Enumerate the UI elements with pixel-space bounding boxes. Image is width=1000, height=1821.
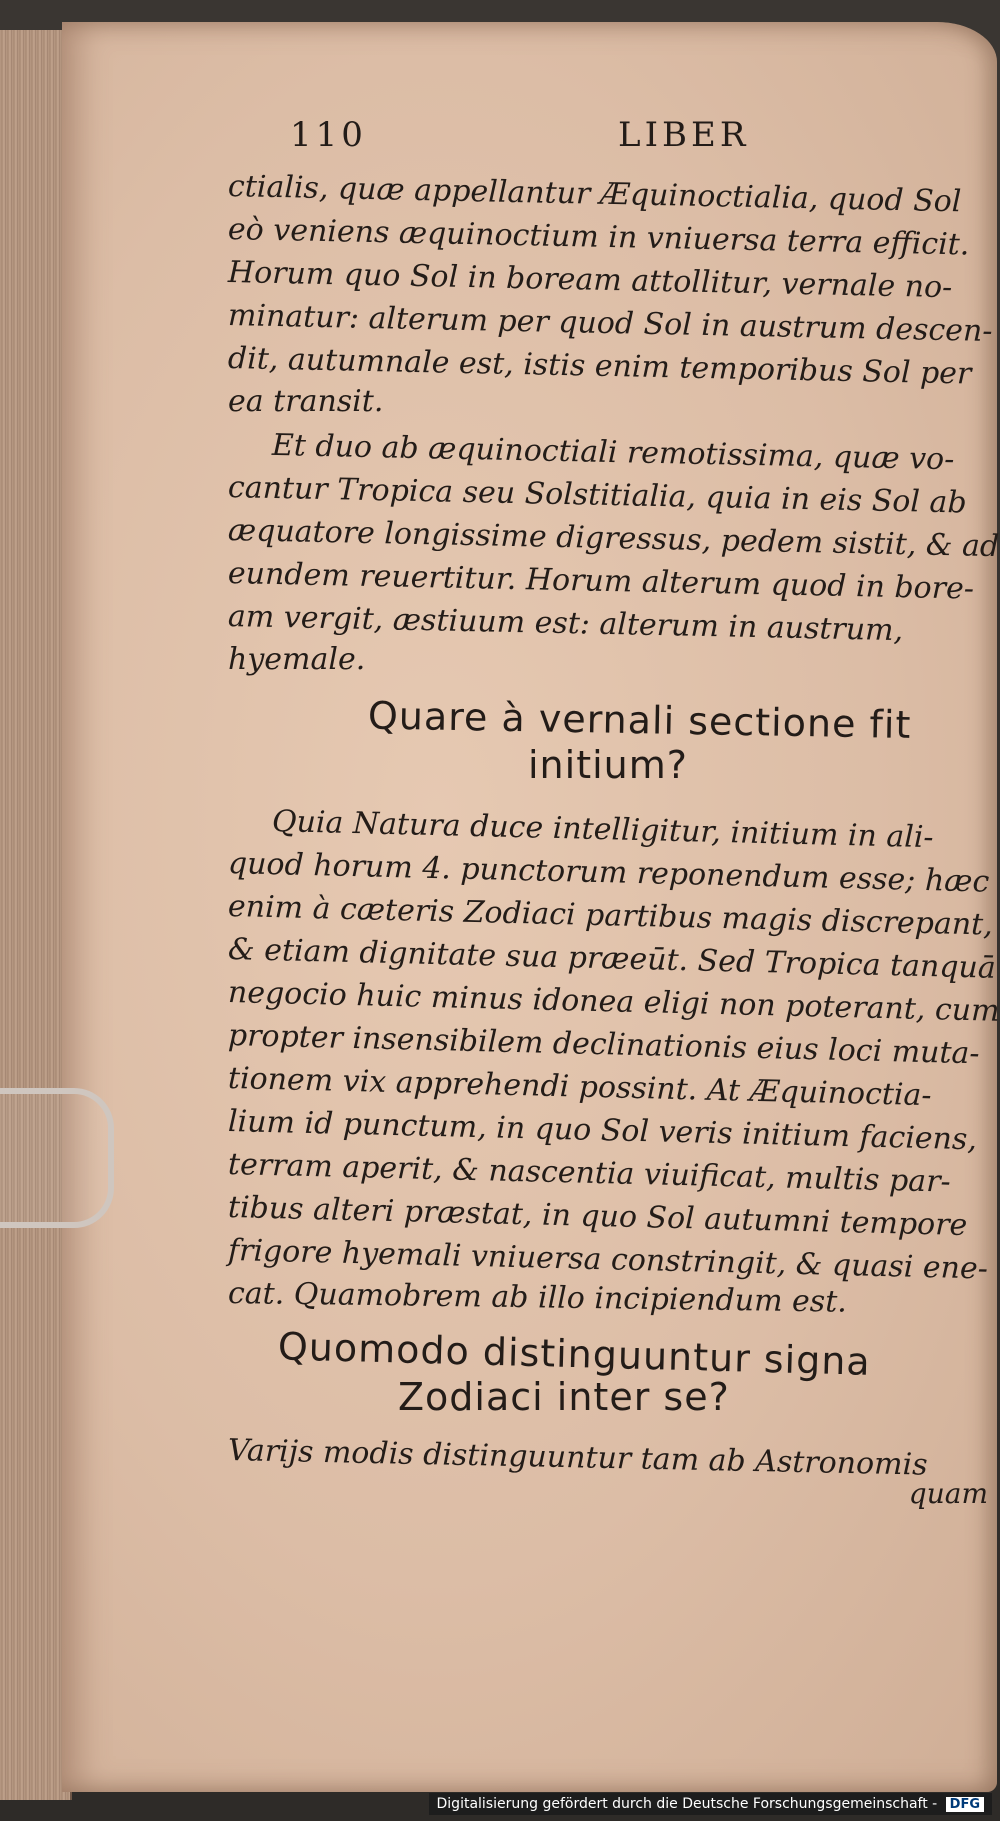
page-header [228, 115, 988, 165]
section-heading: Zodiaci inter se? [398, 1375, 730, 1419]
digitization-credit [429, 1793, 992, 1815]
text-line: quod horum 4. punctorum reponendum esse; hæc [227, 846, 990, 900]
text-line: Et duo ab æquinoctiali remotissima, quæ vo- [271, 427, 955, 478]
text-line: enim à cæteris Zodiaci partibus magis discrepant, [227, 889, 994, 943]
text-line: frigore hyemali vniuersa constringit, & quasi ene- [227, 1233, 989, 1287]
section-heading: Quare à vernali sectione fit [367, 693, 912, 747]
running-title: LIBER [618, 115, 750, 155]
credit-text: Digitalisierung gefördert durch die Deutsche Forschungsgemeinschaft - [436, 1796, 938, 1812]
section-heading: Quomodo distinguuntur signa [277, 1324, 872, 1384]
text-line: propter insensibilem declinationis eius loci muta- [227, 1018, 980, 1072]
page-number: 110 [290, 115, 367, 155]
text-line: negocio huic minus idonea eligi non poterant, cum [227, 975, 1000, 1029]
text-line: tionem vix apprehendi possint. At Æquinoctia- [227, 1061, 932, 1114]
text-line: lium id punctum, in quo Sol veris initium faciens, [227, 1104, 978, 1158]
text-line: ea transit. [228, 384, 384, 419]
text-line: cantur Tropica seu Solstitialia, quia in eis Sol ab [227, 470, 967, 521]
text-line: Horum quo Sol in boream attollitur, vernale no- [227, 255, 953, 306]
page-text [227, 115, 1000, 1515]
text-line: tibus alteri præstat, in quo Sol autumni tempore [227, 1190, 968, 1244]
text-line: dit, autumnale est, istis enim temporibus Sol per [227, 341, 972, 392]
text-line: Varijs modis distinguuntur tam ab Astronomis [227, 1433, 928, 1483]
text-line: hyemale. [228, 642, 366, 677]
text-line: minatur: alterum per quod Sol in austrum descen- [227, 298, 993, 350]
section-heading: initium? [528, 743, 688, 787]
text-line: cat. Quamobrem ab illo incipiendum est. [227, 1276, 848, 1320]
catchword: quam [908, 1477, 988, 1510]
dfg-logo: DFG [946, 1797, 984, 1812]
text-line: terram aperit, & nascentia viuificat, multis par- [227, 1147, 952, 1200]
text-line: & etiam dignitate sua præeūt. Sed Tropica tanquā [227, 932, 997, 986]
text-line: ctialis, quæ appellantur Æquinoctialia, quod Sol [227, 169, 962, 220]
page-clip-icon [0, 1088, 114, 1228]
text-line: Quia Natura duce intelligitur, initium in ali- [271, 804, 934, 856]
text-line: eò veniens æquinoctium in vniuersa terra efficit. [227, 212, 970, 263]
text-line: eundem reuertitur. Horum alterum quod in bore- [227, 556, 975, 607]
text-line: æquatore longissime digressus, pedem sistit, & ad [227, 513, 1000, 565]
text-line: am vergit, æstiuum est: alterum in austrum, [227, 599, 904, 649]
